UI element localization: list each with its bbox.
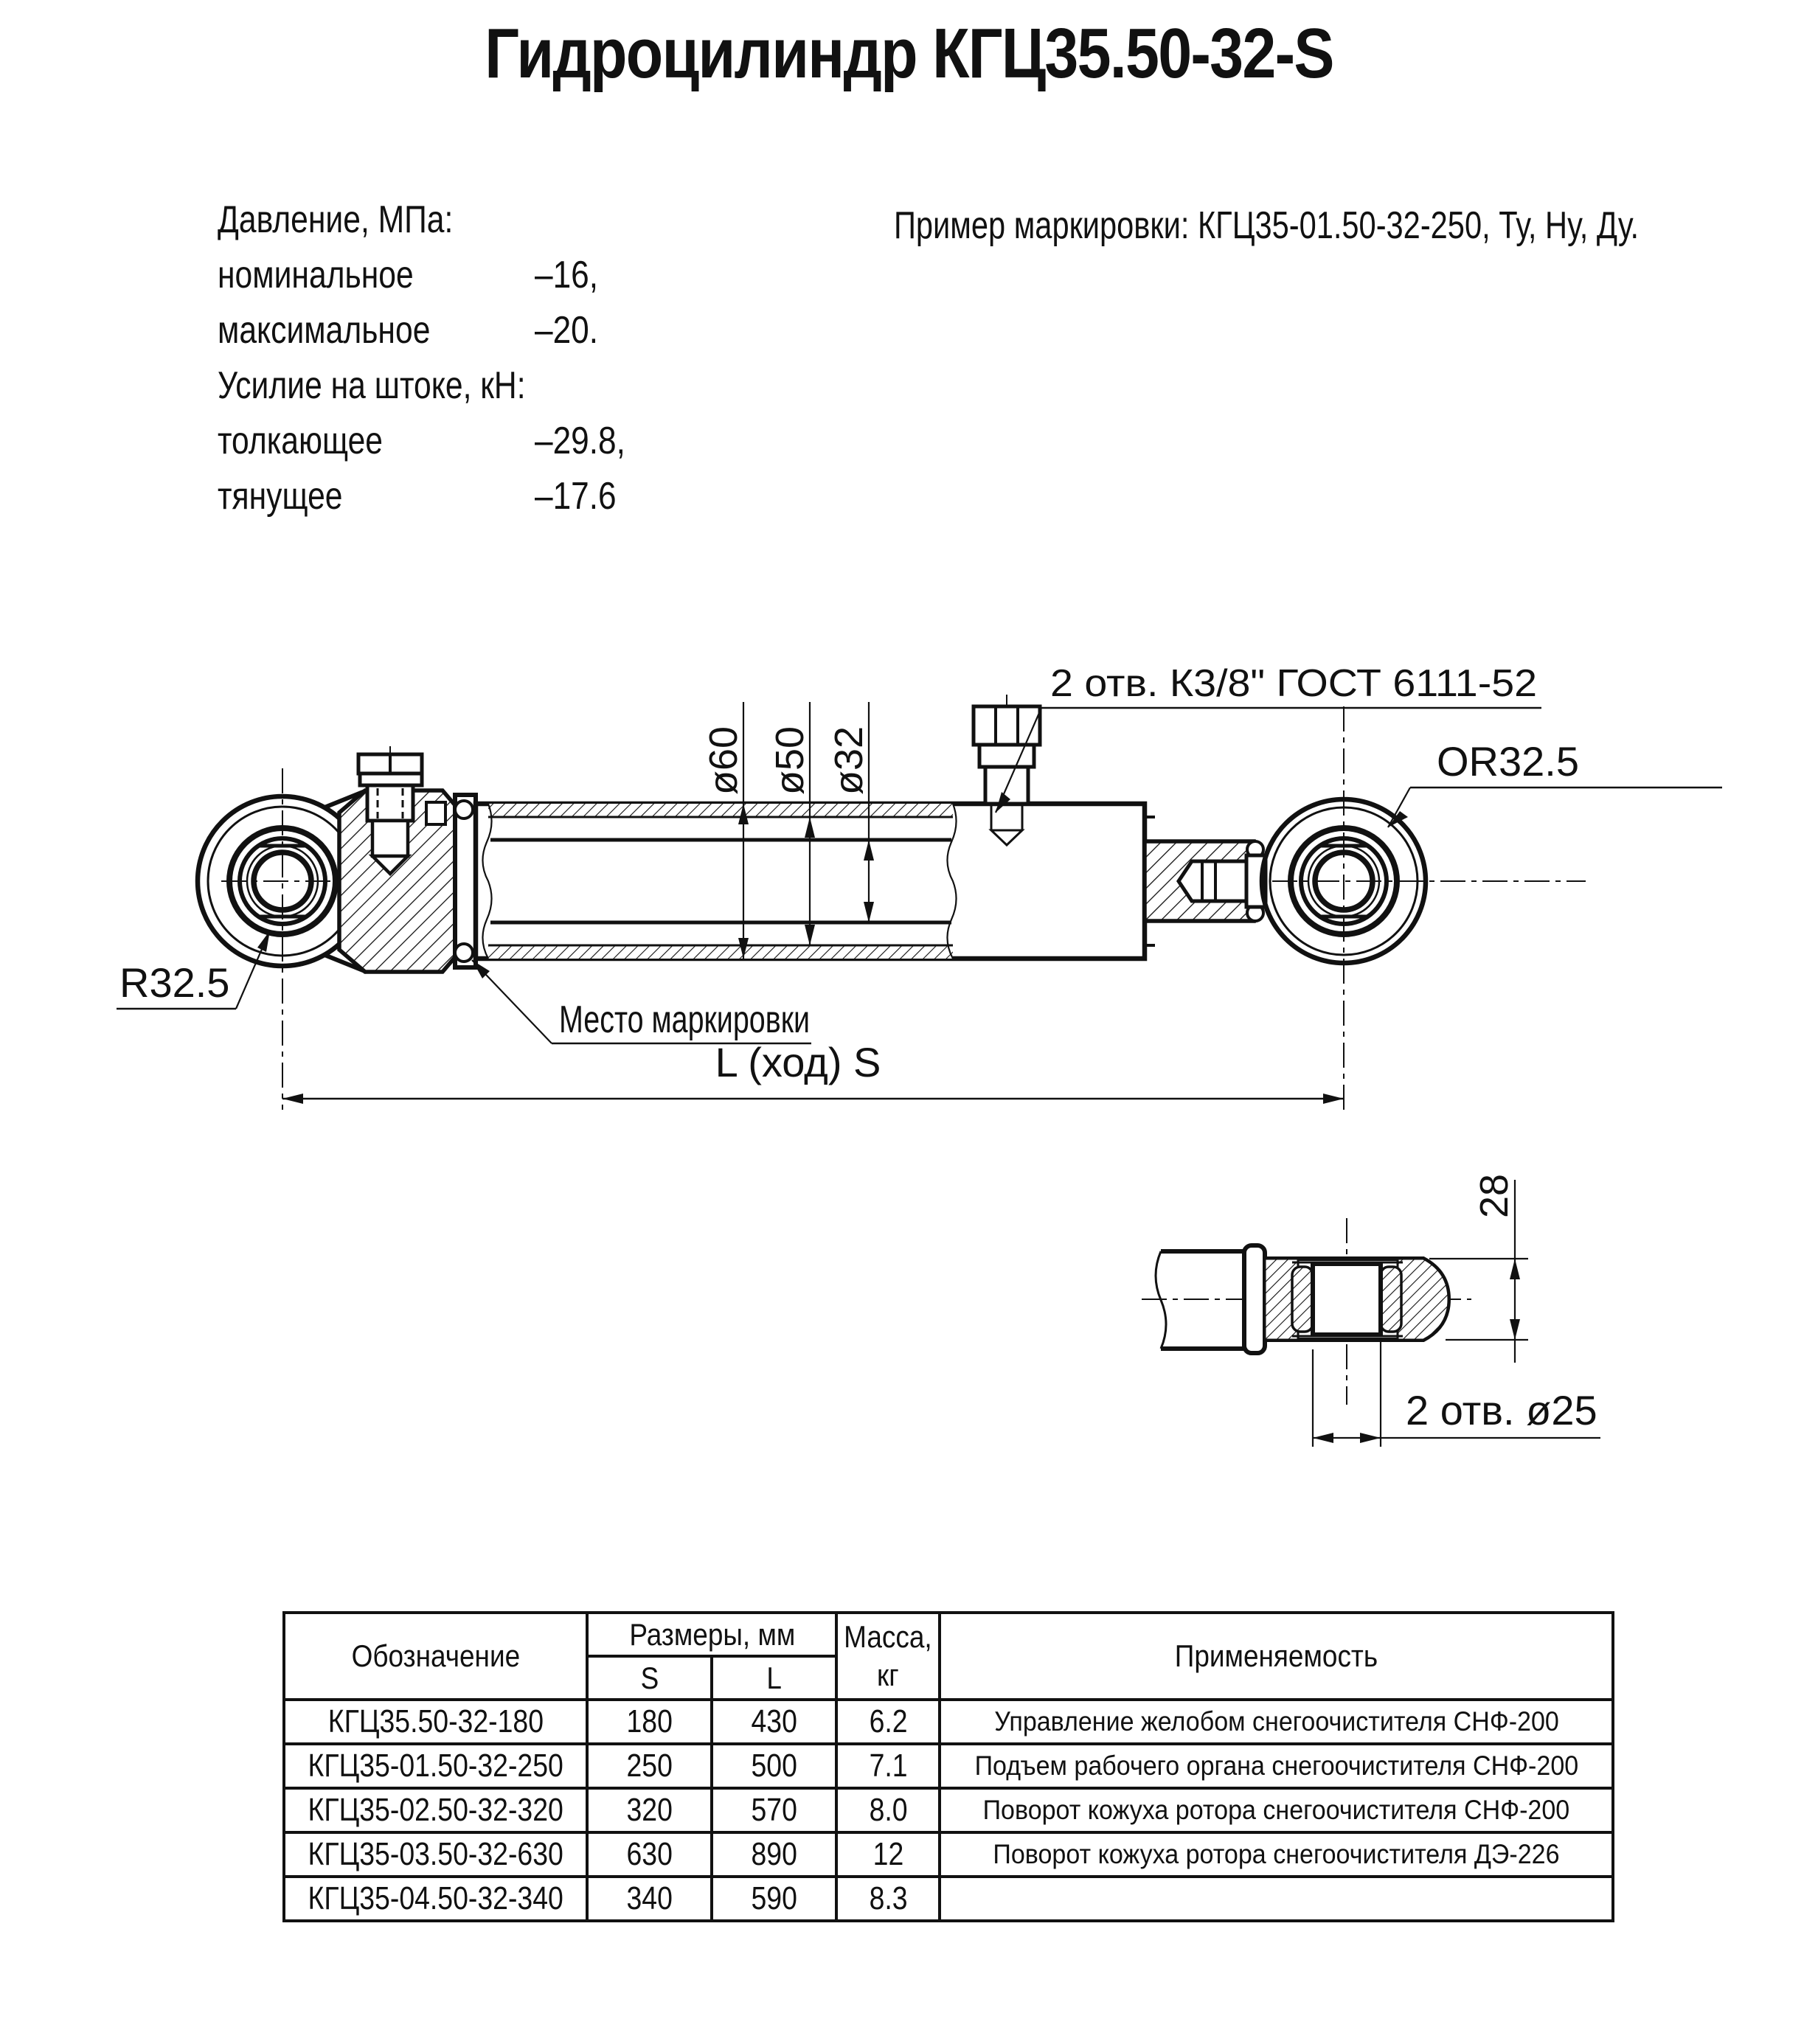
cell-application: Управление желобом снегоочистителя СНФ-200 <box>940 1700 1613 1744</box>
cell-l: 590 <box>712 1877 836 1921</box>
col-header-application: Применяемость <box>940 1613 1613 1700</box>
table-row <box>284 1744 1613 1788</box>
dia-outer-label: ø60 <box>701 726 746 795</box>
cell-l: 430 <box>712 1700 836 1744</box>
cell-application <box>940 1877 1613 1921</box>
eye-radius-text: R32.5 <box>119 959 230 1006</box>
cell-application: Поворот кожуха ротора снегоочистителя СНФ-200 <box>940 1788 1613 1832</box>
spec-value: –17.6 <box>535 475 617 518</box>
parts-table <box>282 1611 1614 1922</box>
rod-threaded-end <box>1145 841 1266 921</box>
col-header-s: S <box>587 1656 712 1700</box>
cell-mass: 8.0 <box>836 1788 940 1832</box>
detail-holes-text: 2 отв. ø25 <box>1406 1387 1597 1433</box>
dia-bore-label: ø50 <box>768 726 812 795</box>
spec-label: тянущее <box>218 475 343 518</box>
marking-place-callout <box>472 960 811 1043</box>
cell-mass: 7.1 <box>836 1744 940 1788</box>
cell-designation: КГЦ35-01.50-32-250 <box>284 1744 587 1788</box>
length-dimension-text: L (ход) S <box>715 1039 881 1085</box>
cell-application: Поворот кожуха ротора снегоочистителя ДЭ-226 <box>940 1832 1613 1877</box>
port-callout-text: 2 отв. К3/8" ГОСТ 6111-52 <box>1050 662 1537 705</box>
spec-label: Давление, МПа: <box>218 198 454 241</box>
cell-s: 340 <box>587 1877 712 1921</box>
detail-eye-block <box>1265 1259 1448 1340</box>
page-title: Гидроцилиндр КГЦ35.50-32-S <box>485 14 1333 93</box>
cell-designation: КГЦ35.50-32-180 <box>284 1700 587 1744</box>
cell-mass: 12 <box>836 1832 940 1877</box>
table-row <box>284 1877 1613 1921</box>
port-callout <box>996 662 1541 813</box>
cylinder-barrel <box>476 804 1155 959</box>
spec-value: –29.8, <box>535 420 625 462</box>
cell-l: 570 <box>712 1788 836 1832</box>
sphere-radius-text: OR32.5 <box>1437 738 1579 785</box>
table-row <box>284 1832 1613 1877</box>
sphere-radius-callout <box>1388 738 1722 827</box>
spec-label: толкающее <box>218 420 384 462</box>
length-dimension <box>282 1039 1344 1104</box>
col-header-l: L <box>712 1656 836 1700</box>
spec-label: максимальное <box>218 309 431 352</box>
cell-mass: 8.3 <box>836 1877 940 1921</box>
col-header-dimensions: Размеры, мм <box>587 1613 836 1656</box>
cell-s: 180 <box>587 1700 712 1744</box>
detail-width-dimension <box>1429 1174 1528 1363</box>
cell-designation: КГЦ35-02.50-32-320 <box>284 1788 587 1832</box>
cell-s: 250 <box>587 1744 712 1788</box>
cell-mass: 6.2 <box>836 1700 940 1744</box>
cell-l: 500 <box>712 1744 836 1788</box>
detail-view <box>1142 1174 1600 1447</box>
spec-label: номинальное <box>218 254 414 296</box>
cell-designation: КГЦ35-04.50-32-340 <box>284 1877 587 1921</box>
cell-application: Подъем рабочего органа снегоочистителя СНФ-200 <box>940 1744 1613 1788</box>
spec-value: –20. <box>535 309 599 352</box>
eye-radius-callout <box>117 931 270 1009</box>
detail-width-text: 28 <box>1472 1173 1516 1218</box>
cell-s: 320 <box>587 1788 712 1832</box>
marking-place-text: Место маркировки <box>559 998 810 1041</box>
table-row <box>284 1788 1613 1832</box>
main-view <box>117 662 1722 1110</box>
marking-example-text: Пример маркировки: КГЦ35-01.50-32-250, Ту, Ну, Ду. <box>894 204 1640 247</box>
detail-rod-shaft <box>1156 1245 1265 1353</box>
cell-s: 630 <box>587 1832 712 1877</box>
col-header-mass: Масса, кг <box>836 1613 940 1700</box>
col-header-designation: Обозначение <box>284 1613 587 1700</box>
table-row <box>284 1700 1613 1744</box>
spec-label: Усилие на штоке, кН: <box>218 364 526 407</box>
cell-l: 890 <box>712 1832 836 1877</box>
gland-flange <box>455 795 476 967</box>
detail-holes-dimension <box>1313 1338 1600 1447</box>
dia-rod-label: ø32 <box>827 726 871 795</box>
cell-designation: КГЦ35-03.50-32-630 <box>284 1832 587 1877</box>
spec-value: –16, <box>535 254 599 296</box>
